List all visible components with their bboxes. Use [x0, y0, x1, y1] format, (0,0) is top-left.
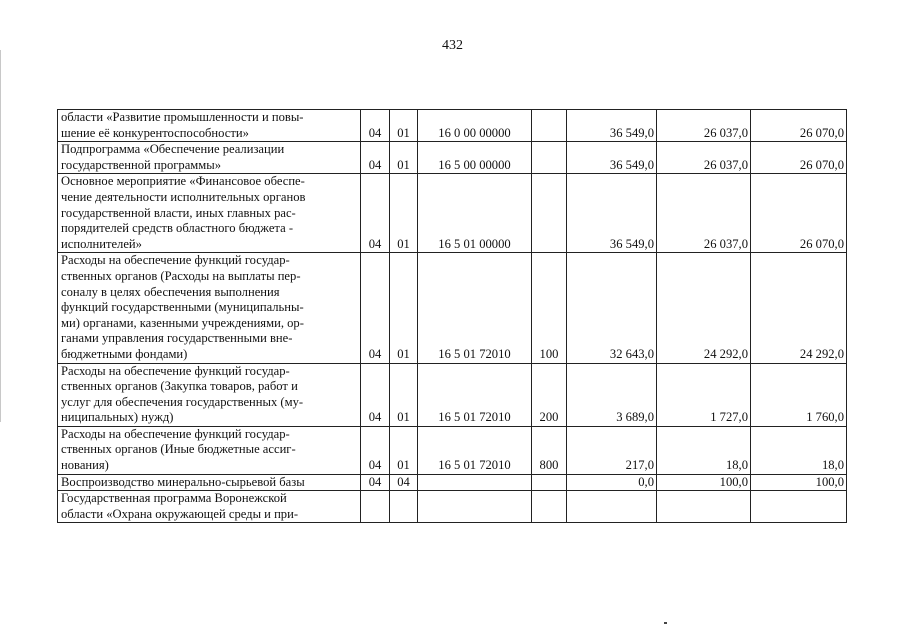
target-article-code: 16 5 01 72010 [418, 253, 532, 363]
amount-year-2: 18,0 [657, 426, 751, 474]
row-name: Воспроизводство минерально-сырьевой базы [58, 474, 361, 491]
subsection-code: 01 [390, 253, 418, 363]
budget-table [57, 109, 847, 523]
subsection-code: 01 [390, 174, 418, 253]
subsection-code: 04 [390, 474, 418, 491]
subsection-code: 01 [390, 142, 418, 174]
amount-year-1 [567, 491, 657, 523]
expense-type-code [532, 110, 567, 142]
row-name: Основное мероприятие «Финансовое обеспе- чение деятельности исполнительных органов государственной власти, иных главных рас- порядителей средств областного бюджета - исполнителей» [58, 174, 361, 253]
section-code: 04 [361, 174, 390, 253]
section-code: 04 [361, 142, 390, 174]
table-row [58, 491, 847, 523]
section-code: 04 [361, 363, 390, 426]
amount-year-1: 217,0 [567, 426, 657, 474]
target-article-code: 16 0 00 00000 [418, 110, 532, 142]
amount-year-2: 1 727,0 [657, 363, 751, 426]
target-article-code: 16 5 00 00000 [418, 142, 532, 174]
amount-year-1: 0,0 [567, 474, 657, 491]
amount-year-1: 32 643,0 [567, 253, 657, 363]
row-name: области «Развитие промышленности и повы- шение её конкурентоспособности» [58, 110, 361, 142]
target-article-code: 16 5 01 00000 [418, 174, 532, 253]
subsection-code: 01 [390, 110, 418, 142]
row-name: Подпрограмма «Обеспечение реализации государственной программы» [58, 142, 361, 174]
row-name: Расходы на обеспечение функций государ- ственных органов (Расходы на выплаты пер- соналу в целях обеспечения выполнения функций государственными (муниципальны- ми) органами, казенными учреждениями, ор- ганами управления государственными вне- бюджетными фондами) [58, 253, 361, 363]
amount-year-2: 26 037,0 [657, 110, 751, 142]
target-article-code [418, 491, 532, 523]
table-row [58, 363, 847, 426]
table-row [58, 253, 847, 363]
expense-type-code: 200 [532, 363, 567, 426]
table-row [58, 474, 847, 491]
table-row [58, 174, 847, 253]
amount-year-3: 24 292,0 [751, 253, 847, 363]
scan-margin-line [0, 50, 1, 422]
amount-year-2 [657, 491, 751, 523]
section-code: 04 [361, 110, 390, 142]
target-article-code: 16 5 01 72010 [418, 426, 532, 474]
expense-type-code [532, 474, 567, 491]
row-name: Государственная программа Воронежской области «Охрана окружающей среды и при- [58, 491, 361, 523]
expense-type-code [532, 491, 567, 523]
amount-year-3: 26 070,0 [751, 174, 847, 253]
expense-type-code: 800 [532, 426, 567, 474]
expense-type-code: 100 [532, 253, 567, 363]
amount-year-3: 26 070,0 [751, 142, 847, 174]
table-row [58, 142, 847, 174]
subsection-code: 01 [390, 426, 418, 474]
amount-year-3: 1 760,0 [751, 363, 847, 426]
section-code [361, 491, 390, 523]
expense-type-code [532, 142, 567, 174]
subsection-code: 01 [390, 363, 418, 426]
row-name: Расходы на обеспечение функций государ- ственных органов (Закупка товаров, работ и услуг для обеспечения государственных (му- ниципальных) нужд) [58, 363, 361, 426]
section-code: 04 [361, 426, 390, 474]
target-article-code: 16 5 01 72010 [418, 363, 532, 426]
amount-year-2: 100,0 [657, 474, 751, 491]
amount-year-3 [751, 491, 847, 523]
table-row [58, 426, 847, 474]
amount-year-2: 24 292,0 [657, 253, 751, 363]
amount-year-2: 26 037,0 [657, 174, 751, 253]
amount-year-1: 36 549,0 [567, 110, 657, 142]
section-code: 04 [361, 474, 390, 491]
expense-type-code [532, 174, 567, 253]
amount-year-3: 18,0 [751, 426, 847, 474]
section-code: 04 [361, 253, 390, 363]
amount-year-1: 36 549,0 [567, 174, 657, 253]
amount-year-1: 3 689,0 [567, 363, 657, 426]
target-article-code [418, 474, 532, 491]
row-name: Расходы на обеспечение функций государ- ственных органов (Иные бюджетные ассиг- нования) [58, 426, 361, 474]
table-row [58, 110, 847, 142]
amount-year-3: 100,0 [751, 474, 847, 491]
page-number: 432 [442, 38, 463, 53]
amount-year-1: 36 549,0 [567, 142, 657, 174]
amount-year-3: 26 070,0 [751, 110, 847, 142]
scan-speck [664, 622, 667, 624]
subsection-code [390, 491, 418, 523]
amount-year-2: 26 037,0 [657, 142, 751, 174]
